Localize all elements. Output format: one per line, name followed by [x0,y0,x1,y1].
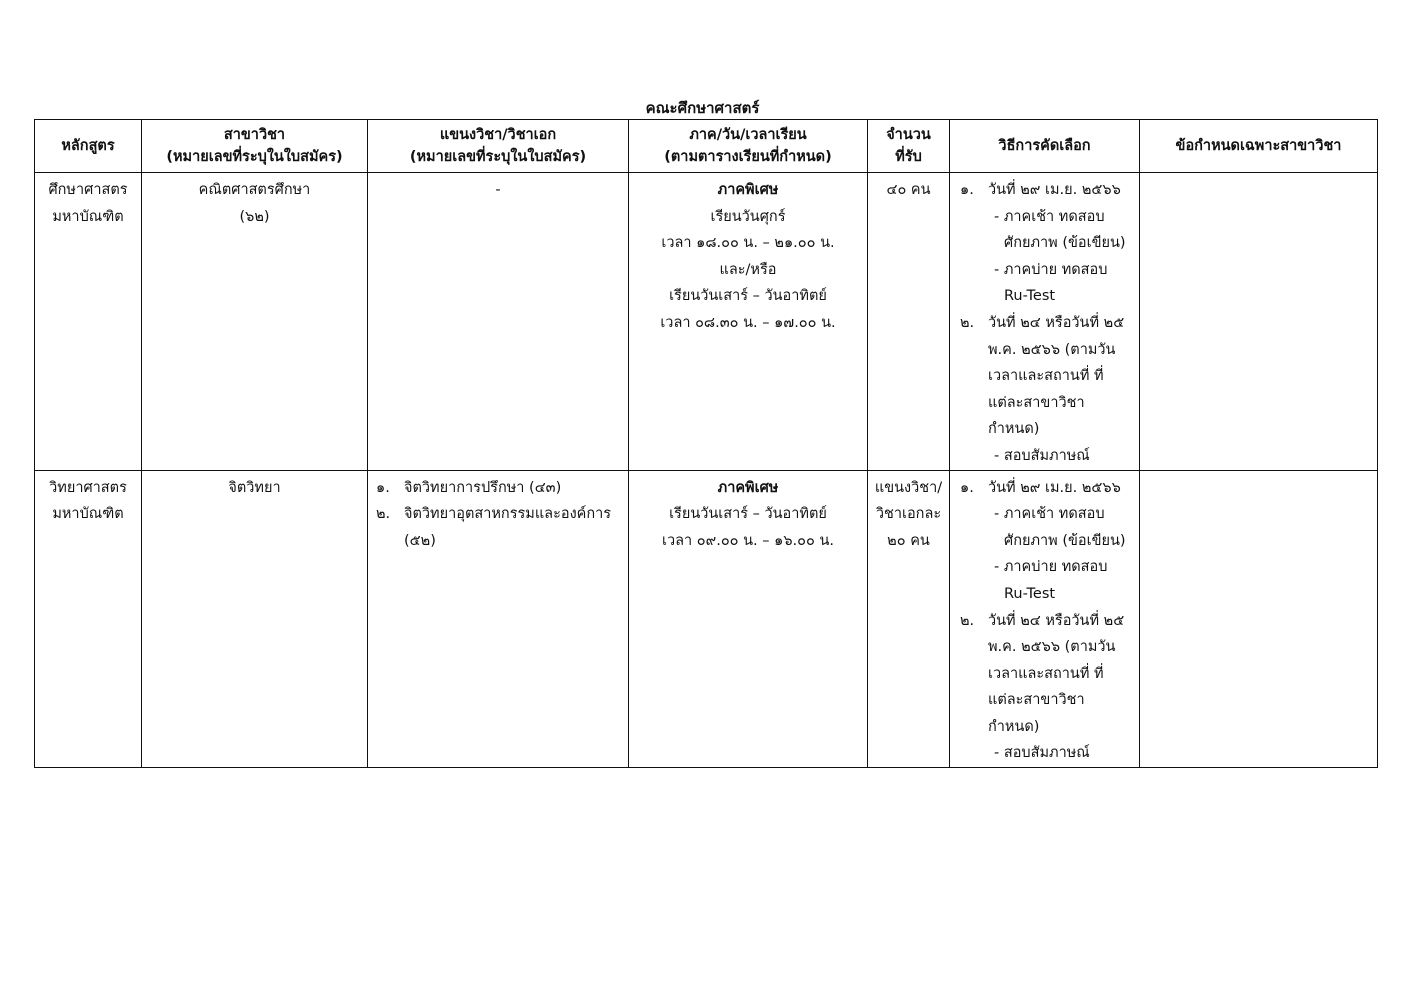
cell-schedule: ภาคพิเศษ เรียนวันศุกร์ เวลา ๑๘.๐๐ น. – ๒๑.๐๐ น. และ/หรือ เรียนวันเสาร์ – วันอาทิตย์ เวลา ๐๘.๓๐ น. – ๑๗.๐๐ น. [629,173,868,471]
cell-seats: แขนงวิชา/ วิชาเอกละ ๒๐ คน [868,470,950,768]
cell-program: วิทยาศาสตร มหาบัณฑิต [35,470,142,768]
selection-step: ๒. วันที่ ๒๔ หรือวันที่ ๒๕ พ.ค. ๒๕๖๖ (ตามวัน เวลาและสถานที่ ที่ แต่ละสาขาวิชากำหนด) - สอบสัมภาษณ์ [960,612,1125,762]
header-program: หลักสูตร [35,120,142,173]
header-seats: จำนวน ที่รับ [868,120,950,173]
header-requirements: ข้อกำหนดเฉพาะสาขาวิชา [1140,120,1378,173]
table-row [35,470,1378,768]
admission-table [34,119,1378,768]
cell-selection [950,470,1140,768]
cell-seats: ๔๐ คน [868,173,950,471]
track-item: ๒. จิตวิทยาอุตสาหกรรมและองค์การ (๕๒) [376,506,612,549]
header-selection: วิธีการคัดเลือก [950,120,1140,173]
track-item: ๑. จิตวิทยาการปรึกษา (๔๓) [376,479,562,496]
cell-requirements [1140,470,1378,768]
selection-step: ๒. วันที่ ๒๔ หรือวันที่ ๒๕ พ.ค. ๒๕๖๖ (ตามวัน เวลาและสถานที่ ที่ แต่ละสาขาวิชากำหนด) - สอบสัมภาษณ์ [960,314,1125,464]
cell-schedule: ภาคพิเศษ เรียนวันเสาร์ – วันอาทิตย์ เวลา ๐๙.๐๐ น. – ๑๖.๐๐ น. [629,470,868,768]
cell-track: - [368,173,629,471]
cell-major: คณิตศาสตรศึกษา (๖๒) [142,173,368,471]
header-row [35,120,1378,173]
cell-requirements [1140,173,1378,471]
cell-major: จิตวิทยา [142,470,368,768]
cell-track [368,470,629,768]
cell-program: ศึกษาศาสตร มหาบัณฑิต [35,173,142,471]
selection-step: ๑. วันที่ ๒๙ เม.ย. ๒๕๖๖ - ภาคเช้า ทดสอบ ศักยภาพ (ข้อเขียน) - ภาคบ่าย ทดสอบ Ru-Test [960,479,1126,602]
header-schedule: ภาค/วัน/เวลาเรียน (ตามตารางเรียนที่กำหนด) [629,120,868,173]
selection-step: ๑. วันที่ ๒๙ เม.ย. ๒๕๖๖ - ภาคเช้า ทดสอบ ศักยภาพ (ข้อเขียน) - ภาคบ่าย ทดสอบ Ru-Test [960,182,1126,305]
faculty-title: คณะศึกษาศาสตร์ [645,99,760,117]
table-row [35,173,1378,471]
cell-selection [950,173,1140,471]
header-track: แขนงวิชา/วิชาเอก (หมายเลขที่ระบุในใบสมัคร) [368,120,629,173]
header-major: สาขาวิชา (หมายเลขที่ระบุในใบสมัคร) [142,120,368,173]
